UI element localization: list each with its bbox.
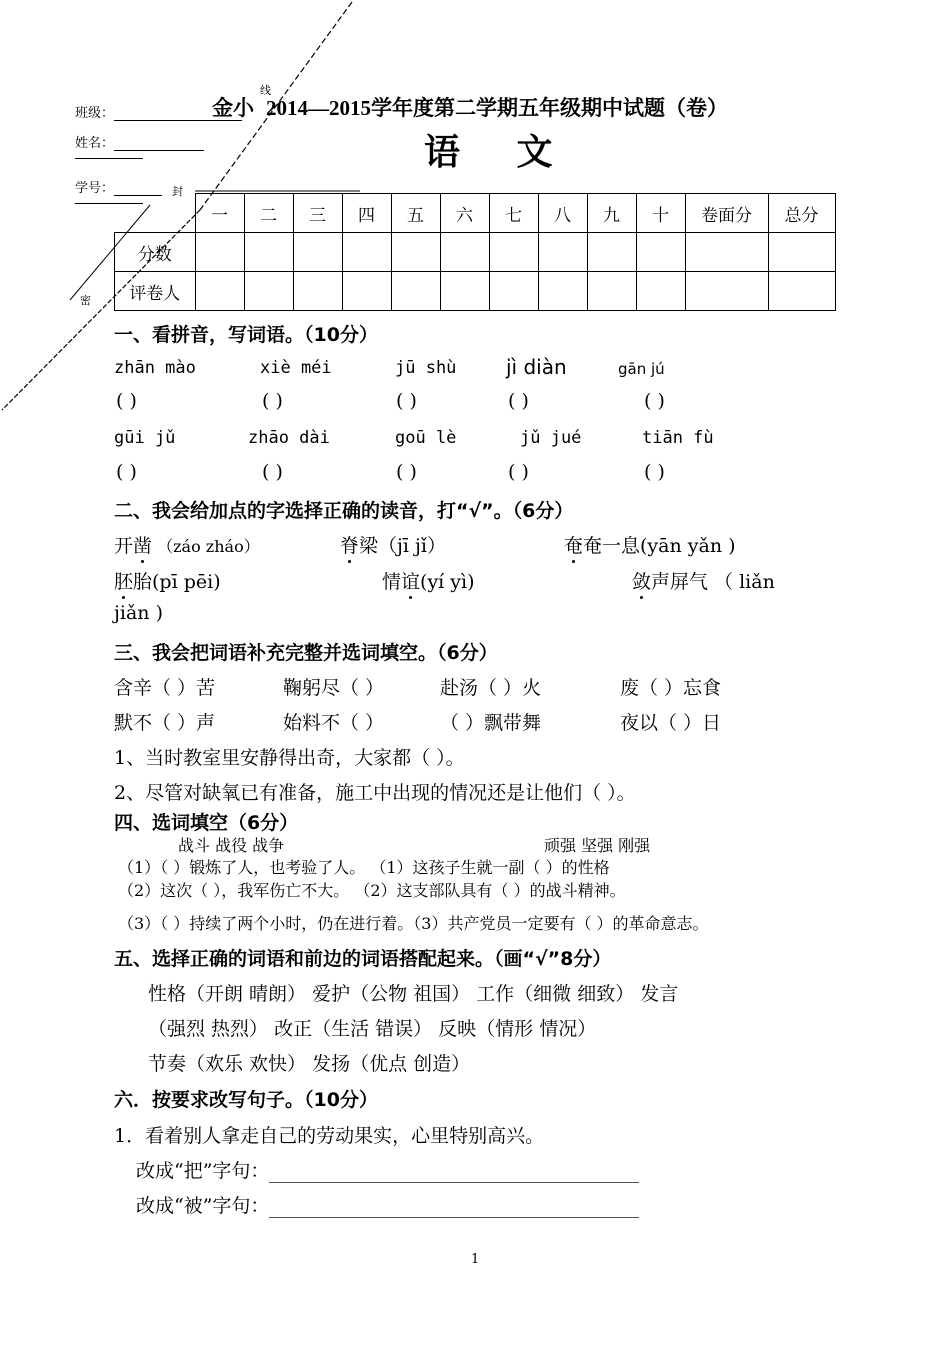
idiom-item[interactable]: 鞠躬尽（ ） xyxy=(283,677,385,699)
section-4-title: 四、选词填空（6分） xyxy=(114,812,299,834)
answer-paren[interactable]: ( ) xyxy=(262,461,283,483)
exam-title-text: 2014—2015学年度第二学期五年级期中试题（卷） xyxy=(266,96,728,120)
score-cell[interactable] xyxy=(768,233,835,272)
answer-paren[interactable]: ( ) xyxy=(116,461,137,483)
score-row-label: 分数 xyxy=(115,233,196,272)
score-col-9: 九 xyxy=(587,194,636,233)
seal-text-feng: 封 xyxy=(172,185,183,198)
pinyin-6: gūi jǔ xyxy=(114,428,176,448)
pinyin-3: jū shù xyxy=(395,358,457,378)
rewrite-ba xyxy=(136,1156,639,1183)
score-cell[interactable] xyxy=(244,233,293,272)
answer-paren[interactable]: ( ) xyxy=(396,390,417,412)
idiom-item[interactable]: 默不（ ）声 xyxy=(114,712,216,734)
rewrite-ba-answer-line[interactable] xyxy=(269,1164,639,1183)
rewrite-ba-label: 改成“把”字句： xyxy=(136,1160,270,1182)
name-blank-2 xyxy=(75,158,143,159)
pinyin-options[interactable]: 胎(pī pēi) xyxy=(133,571,221,593)
pinyin-1: zhān mào xyxy=(114,358,196,378)
score-col-3: 三 xyxy=(293,194,342,233)
reading-item-1 xyxy=(114,531,260,558)
school-prefix: 金小 xyxy=(212,96,254,120)
answer-paren[interactable]: ( ) xyxy=(644,390,665,412)
grader-cell[interactable] xyxy=(342,272,391,311)
pinyin-2: xiè méi xyxy=(260,358,332,378)
pinyin-options[interactable]: 梁（jī jǐ） xyxy=(359,535,446,557)
score-col-total: 总分 xyxy=(768,194,835,233)
score-col-5: 五 xyxy=(391,194,440,233)
idiom-item[interactable]: 含辛（ ）苦 xyxy=(114,677,216,699)
score-table-header-row xyxy=(115,194,836,233)
choice-line-3[interactable]: （3）（ ）持续了两个小时，仍在进行着。（3）共产党员一定要有（ ）的革命意志。 xyxy=(118,914,709,933)
score-table-corner xyxy=(115,194,196,233)
rewrite-bei-answer-line[interactable] xyxy=(269,1199,639,1218)
answer-paren[interactable]: ( ) xyxy=(396,461,417,483)
section-2-title: 二、我会给加点的字选择正确的读音，打“√”。（6分） xyxy=(114,500,574,522)
grader-cell[interactable] xyxy=(587,272,636,311)
score-cell[interactable] xyxy=(636,233,685,272)
score-col-8: 八 xyxy=(538,194,587,233)
score-cell[interactable] xyxy=(587,233,636,272)
reading-item-4 xyxy=(114,567,221,594)
match-line-1[interactable]: 性格（开朗 晴朗） 爱护（公物 祖国） 工作（细微 细致） 发言 xyxy=(148,983,679,1005)
grader-cell[interactable] xyxy=(489,272,538,311)
answer-paren[interactable]: ( ) xyxy=(508,461,529,483)
score-cell[interactable] xyxy=(685,233,768,272)
dotted-char: 凿 xyxy=(133,531,152,558)
seal-text-line: 线 xyxy=(260,84,271,97)
pinyin-10: tiān fù xyxy=(642,428,714,448)
score-row xyxy=(115,233,836,272)
dotted-char: 脊 xyxy=(340,531,359,558)
fill-question-1[interactable]: 1、当时教室里安静得出奇，大家都（ ）。 xyxy=(114,747,465,769)
pinyin-options[interactable]: （záo zháo） xyxy=(152,537,260,556)
name-blank[interactable] xyxy=(114,150,204,151)
idiom-item[interactable]: 废（ ）忘食 xyxy=(620,677,722,699)
idiom-item[interactable]: 赴汤（ ）火 xyxy=(440,677,542,699)
score-col-1: 一 xyxy=(195,194,244,233)
score-col-paper: 卷面分 xyxy=(685,194,768,233)
pinyin-options[interactable]: 奄一息(yān yǎn ) xyxy=(583,535,736,557)
grader-cell[interactable] xyxy=(768,272,835,311)
score-cell[interactable] xyxy=(195,233,244,272)
name-label: 姓名： xyxy=(75,136,115,151)
idiom-item[interactable]: （ ）飘带舞 xyxy=(440,712,542,734)
score-cell[interactable] xyxy=(489,233,538,272)
idiom-item[interactable]: 夜以（ ）日 xyxy=(620,712,722,734)
score-cell[interactable] xyxy=(440,233,489,272)
grader-cell[interactable] xyxy=(538,272,587,311)
class-label: 班级： xyxy=(75,106,115,121)
answer-paren[interactable]: ( ) xyxy=(116,390,137,412)
grader-cell[interactable] xyxy=(636,272,685,311)
section-6-title: 六．按要求改写句子。（10分） xyxy=(114,1089,378,1111)
score-col-7: 七 xyxy=(489,194,538,233)
pinyin-7: zhāo dài xyxy=(248,428,330,448)
score-cell[interactable] xyxy=(342,233,391,272)
grader-cell[interactable] xyxy=(685,272,768,311)
pinyin-4: jì diàn xyxy=(506,355,567,379)
choice-line-1[interactable]: （1）（ ）锻炼了人，也考验了人。 （1）这孩子生就一副（ ）的性格 xyxy=(118,858,610,877)
rewrite-bei xyxy=(136,1191,639,1218)
dotted-char: 奄 xyxy=(564,531,583,558)
score-cell[interactable] xyxy=(538,233,587,272)
exam-title xyxy=(212,92,728,122)
choice-line-2[interactable]: （2）这次（ ），我军伤亡不大。 （2）这支部队具有（ ）的战斗精神。 xyxy=(118,881,626,900)
reading-item-6-cont[interactable]: jiǎn ) xyxy=(114,602,163,624)
idiom-item[interactable]: 始料不（ ） xyxy=(283,712,385,734)
grader-cell[interactable] xyxy=(244,272,293,311)
id-label: 学号： xyxy=(75,181,115,196)
section-3-title: 三、我会把词语补充完整并选词填空。（6分） xyxy=(114,642,498,664)
grader-cell[interactable] xyxy=(440,272,489,311)
rewrite-question-1: 1．看着别人拿走自己的劳动果实，心里特别高兴。 xyxy=(114,1125,545,1147)
fill-question-2[interactable]: 2、尽管对缺氧已有准备，施工中出现的情况还是让他们（ ）。 xyxy=(114,782,636,804)
score-cell[interactable] xyxy=(293,233,342,272)
subject-title: 语 文 xyxy=(424,131,575,173)
grader-cell[interactable] xyxy=(293,272,342,311)
char: 开 xyxy=(114,535,134,557)
section-1-title: 一、看拼音，写词语。（10分） xyxy=(114,324,378,346)
score-col-10: 十 xyxy=(636,194,685,233)
score-table xyxy=(114,193,836,311)
grader-cell[interactable] xyxy=(391,272,440,311)
score-col-4: 四 xyxy=(342,194,391,233)
rewrite-bei-label: 改成“被”字句： xyxy=(136,1195,270,1217)
char: 情 xyxy=(382,571,402,593)
match-line-3[interactable]: 节奏（欢乐 欢快） 发扬（优点 创造） xyxy=(148,1053,471,1075)
answer-paren[interactable]: ( ) xyxy=(508,390,529,412)
dotted-char: 敛 xyxy=(632,567,651,594)
score-col-6: 六 xyxy=(440,194,489,233)
pinyin-options[interactable]: 声屏气 （ liǎn xyxy=(651,571,775,593)
pinyin-options[interactable]: (yí yì) xyxy=(420,571,475,593)
pinyin-5: gān jú xyxy=(618,360,665,378)
reading-item-2 xyxy=(340,531,446,558)
answer-paren[interactable]: ( ) xyxy=(644,461,665,483)
dotted-char: 胚 xyxy=(114,567,133,594)
answer-paren[interactable]: ( ) xyxy=(262,390,283,412)
word-bank-b: 顽强 坚强 刚强 xyxy=(544,836,651,855)
reading-item-5 xyxy=(382,567,475,594)
match-line-2[interactable]: （强烈 热烈） 改正（生活 错误） 反映（情形 情况） xyxy=(148,1018,597,1040)
grader-row-label: 评卷人 xyxy=(115,272,196,311)
score-cell[interactable] xyxy=(391,233,440,272)
page-number: 1 xyxy=(471,1252,480,1267)
score-col-2: 二 xyxy=(244,194,293,233)
section-5-title: 五、选择正确的词语和前边的词语搭配起来。（画“√”8分） xyxy=(114,948,612,970)
grader-row xyxy=(115,272,836,311)
reading-item-6 xyxy=(632,567,775,594)
reading-item-3 xyxy=(564,531,736,558)
name-field[interactable] xyxy=(75,132,204,151)
dotted-char: 谊 xyxy=(401,567,420,594)
grader-cell[interactable] xyxy=(195,272,244,311)
word-bank-a: 战斗 战役 战争 xyxy=(178,836,285,855)
pinyin-9: jǔ jué xyxy=(520,428,582,448)
pinyin-8: goū lè xyxy=(395,428,457,448)
seal-text-mi: 密 xyxy=(80,294,91,307)
